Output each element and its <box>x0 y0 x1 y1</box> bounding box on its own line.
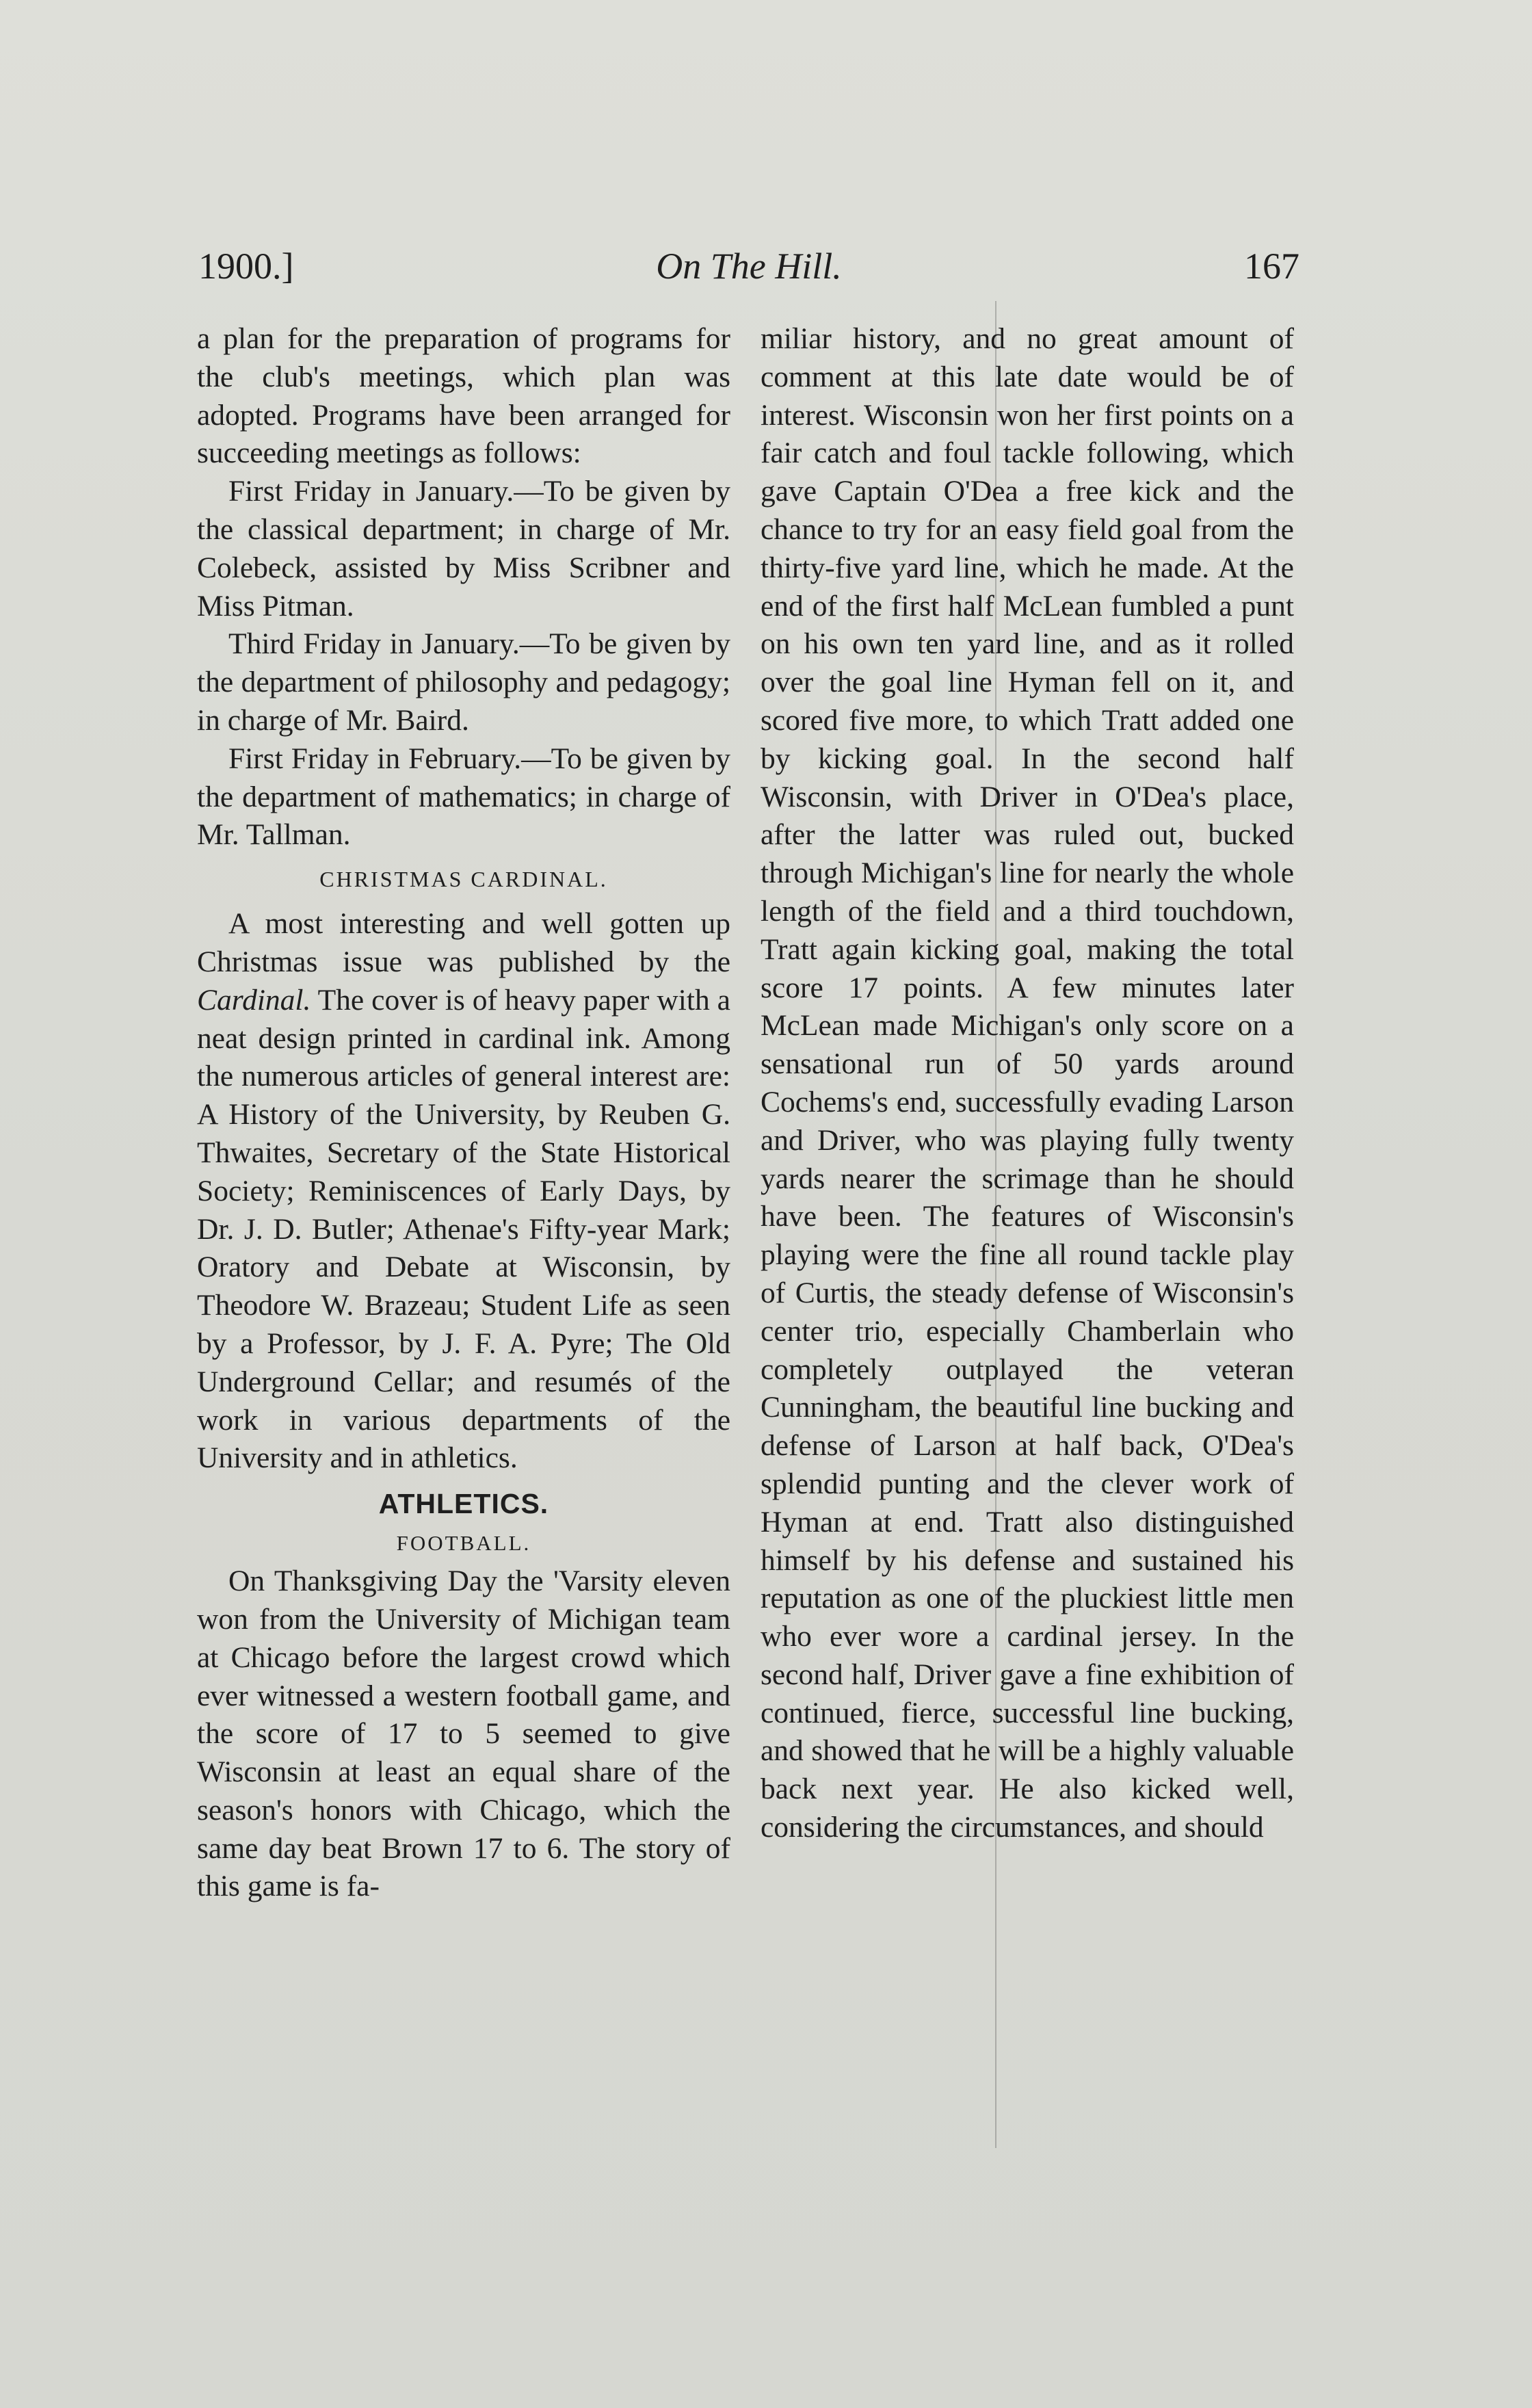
schedule-item-2: Third Friday in January.—To be given by the department of philosophy and pedagogy; in charge of Mr. Baird. <box>197 627 730 737</box>
header-title: On The Hill. <box>656 246 842 287</box>
running-header <box>198 245 1299 293</box>
athletics-heading: ATHLETICS. <box>378 1488 549 1520</box>
christmas-text-rest: The cover is of heavy paper with a neat design printed in cardinal ink. Among the numerous articles of general interest are: A History of the University, by Reuben G. Thwaites, Secretary of the State Historical Society; Reminiscences of Early Days, by Dr. J. D. Butler; Athenae's Fifty-year Mark; Oratory and Debate at Wisconsin, by Theodore W. Brazeau; Student Life as seen by a Professor, by J. F. A. Pyre; The Old Underground Cellar; and resumés of the work in various departments of the University and in athletics. <box>197 983 730 1475</box>
game-report-paragraph: miliar history, and no great amount of comment at this late date would be of interest. Wisconsin won her first points on a fair catch and foul tackle following, which gave Captain O'Dea a free kick and the chance to try for an easy field goal from the thirty-five yard line, which he made. At the end of the first half McLean fumbled a punt on his own ten yard line, and as it rolled over the goal line Hyman fell on it, and scored five more, to which Tratt added one by kicking goal. In the second half Wisconsin, with Driver in O'Dea's place, after the latter was ruled out, bucked through Michigan's line for nearly the whole length of the field and a third touchdown, Tratt again kicking goal, making the total score 17 points. A few minutes later McLean made Michigan's only score on a sensational run of 50 yards around Cochems's end, successfully evading Larson and Driver, who was playing fully twenty yards nearer the scrimage than he should have been. The features of Wisconsin's playing were the fine all round tackle play of Curtis, the steady defense of Wisconsin's center trio, especially Chamberlain who completely outplayed the veteran Cunningham, the beautiful line bucking and defense of Larson at half back, O'Dea's splendid punting and the clever work of Hyman at end. Tratt also distinguished himself by his defense and sustained his reputation as one of the pluckiest little men who ever wore a cardinal jersey. In the second half, Driver gave a fine exhibition of continued, fierce, successful line bucking, and showed that he will be a highly valuable back next year. He also kicked well, considering the circumstances, and should <box>761 322 1294 1844</box>
schedule-item-3: First Friday in February.—To be given by the department of mathematics; in charge of Mr. Tallman. <box>197 742 730 852</box>
christmas-cardinal-heading: CHRISTMAS CARDINAL. <box>319 867 608 892</box>
football-paragraph: On Thanksgiving Day the 'Varsity eleven won from the University of Michigan team at Chicago before the largest crowd which ever witnessed a western football game, and the score of 17 to 5 seemed to give Wisconsin at least an equal share of the season's honors with Chicago, which the same day beat Brown 17 to 6. The story of this game is fa- <box>197 1565 730 1903</box>
left-column <box>197 320 730 1906</box>
christmas-text-start: A most interesting and well gotten up Christmas issue was published by the <box>197 907 730 978</box>
header-year: 1900.] <box>198 246 294 287</box>
cardinal-title: Cardinal. <box>197 983 311 1017</box>
right-column <box>761 320 1294 1847</box>
football-heading: FOOTBALL. <box>396 1531 531 1556</box>
christmas-paragraph <box>197 905 730 1478</box>
schedule-item-1: First Friday in January.—To be given by the classical department; in charge of Mr. Colebeck, assisted by Miss Scribner and Miss Pitman. <box>197 475 730 623</box>
intro-paragraph: a plan for the preparation of programs for the club's meetings, which plan was adopted. Programs have been arranged for succeeding meetings as follows: <box>197 322 730 470</box>
page-number: 167 <box>1244 246 1299 287</box>
